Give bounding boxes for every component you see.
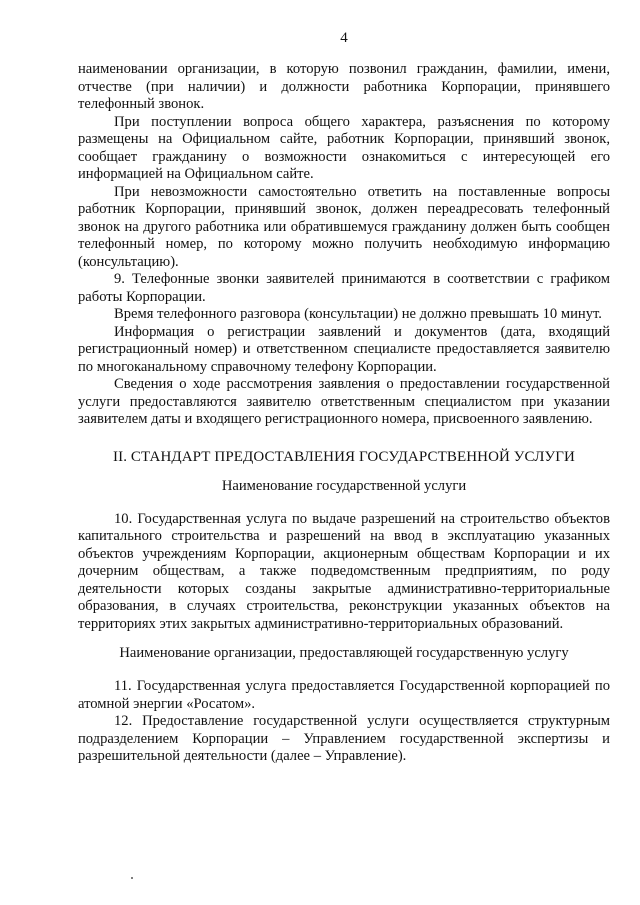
section-title: II. СТАНДАРТ ПРЕДОСТАВЛЕНИЯ ГОСУДАРСТВЕННОЙ УСЛУГИ — [113, 448, 575, 465]
paragraph-call-duration: Время телефонного разговора (консультации) не должно превышать 10 минут. — [114, 306, 602, 322]
subheading-service-name: Наименование государственной услуги — [221, 477, 467, 494]
paragraph-10: 10. Государственная услуга по выдаче разрешений на строительство объектов капитального строительства и разрешений на ввод в эксплуатацию указанных объектов учреждениям Корпорации, акционерным обществам Корпорации и их дочерним обществам, а также подведомственным предприятиям, по роду деятельности которых созданы закрытые административно-территориальные образования, в случаях строительства, реконструкции указанных объектов на территориях этих закрытых административно-территориальных образований. — [78, 510, 610, 632]
paragraph-general-question: При поступлении вопроса общего характера, разъяснения по которому размещены на Официальном сайте, работник Корпорации, принявший звонок, сообщает гражданину о возможности ознакомиться с интересующей его информацией на Официальном сайте. — [78, 113, 610, 182]
paragraph-progress-info: Сведения о ходе рассмотрения заявления о предоставлении государственной услуги предоставляются заявителю ответственным специалистом при указании заявителем даты и входящего регистрационного номера, присвоенного заявлению. — [78, 376, 610, 427]
paragraph-registration-info: Информация о регистрации заявлений и документов (дата, входящий регистрационный номер) и ответственном специалисте предоставляется заявителю по многоканальному справочному телефону Корпорации. — [78, 323, 610, 375]
paragraph-9: 9. Телефонные звонки заявителей принимаются в соответствии с графиком работы Корпорации. — [78, 271, 610, 305]
scan-speck — [131, 877, 133, 879]
subheading-organization: Наименование организации, предоставляющей государственную услугу — [119, 645, 569, 661]
page-number: 4 — [340, 30, 348, 46]
paragraph-12: 12. Предоставление государственной услуги осуществляется структурным подразделением Корпорации – Управлением государственной экспертизы и разрешительной деятельности (далее – Управление). — [78, 713, 610, 764]
paragraph-continuation: наименовании организации, в которую позвонил гражданин, фамилии, имени, отчестве (при наличии) и должности работника Корпорации, принявшего телефонный звонок. — [78, 61, 610, 112]
paragraph-11: 11. Государственная услуга предоставляется Государственной корпорацией по атомной энергии «Росатом». — [78, 678, 610, 712]
paragraph-redirect-call: При невозможности самостоятельно ответить на поставленные вопросы работник Корпорации, принявший звонок, должен переадресовать телефонный звонок на другого работника или обратившемуся гражданину должен быть сообщен телефонный номер, по которому можно получить необходимую информацию (консультацию). — [78, 183, 610, 270]
